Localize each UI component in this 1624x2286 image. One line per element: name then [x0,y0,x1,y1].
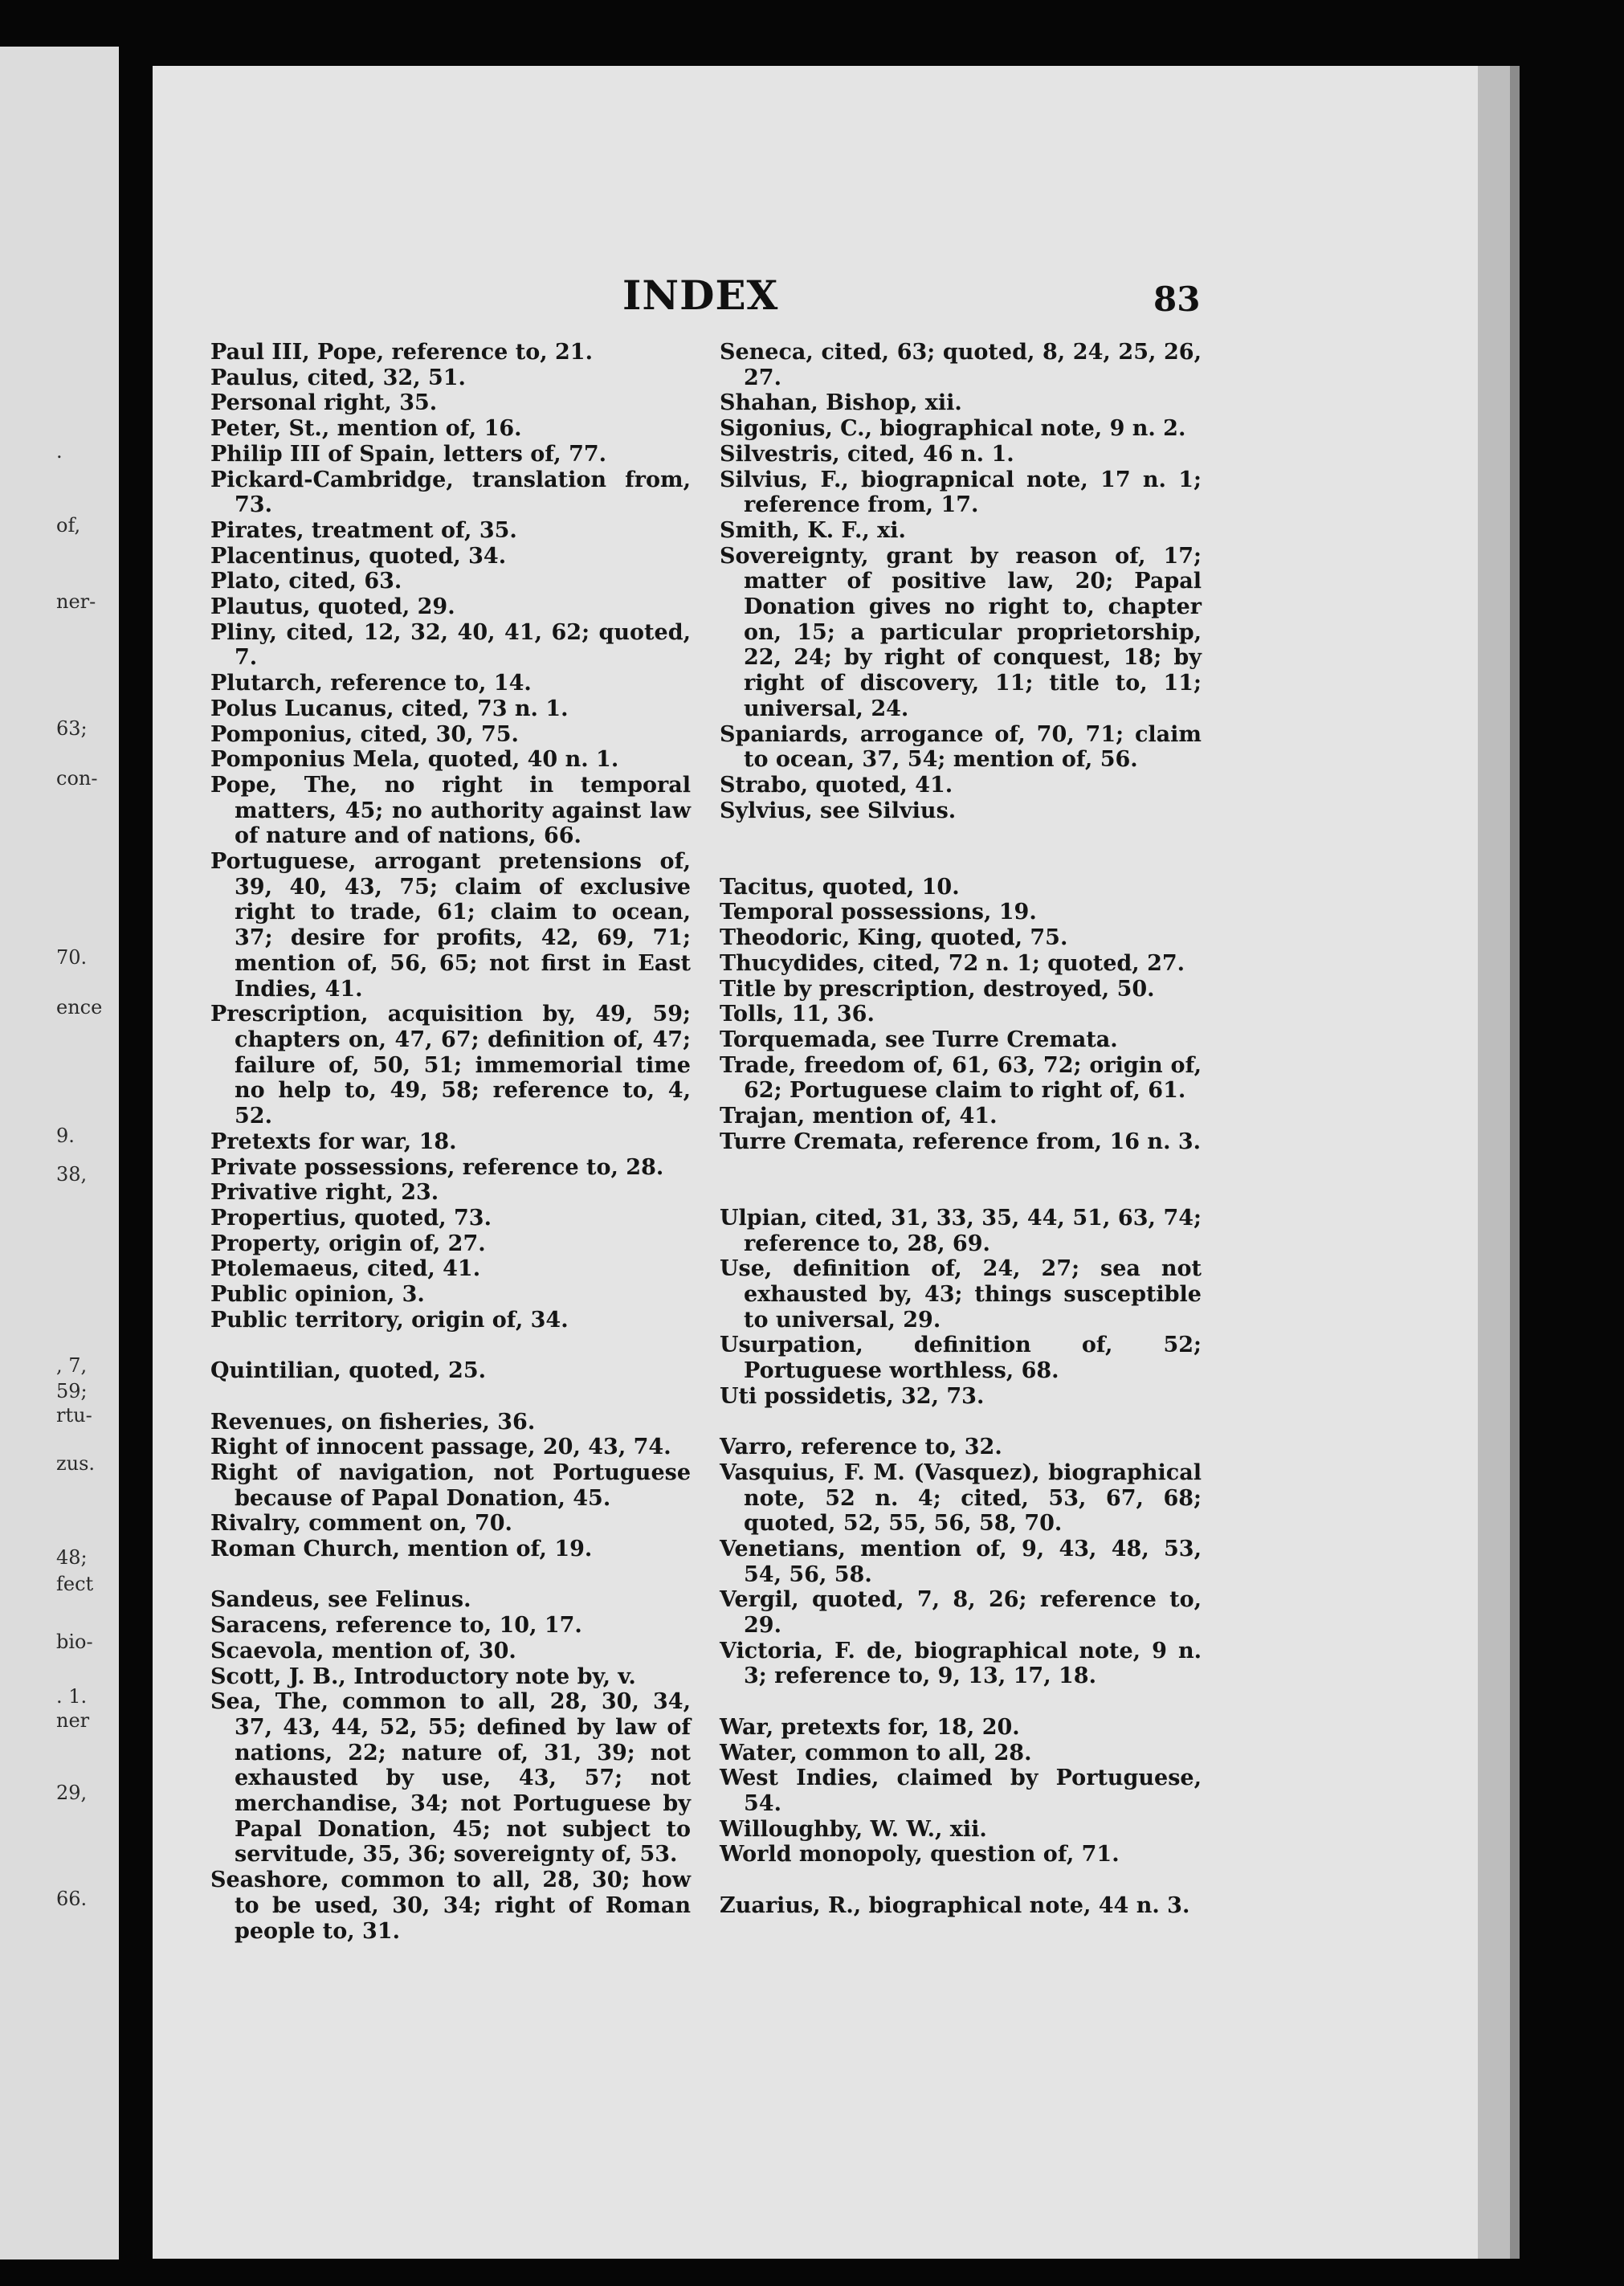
index-entry: Polus Lucanus, cited, 73 n. 1. [210,696,569,721]
index-entry: Temporal possessions, 19. [720,900,1037,925]
index-column-left [210,340,691,1944]
index-entry: Peter, St., mention of, 16. [210,416,522,442]
index-entry: Right of navigation, not Portuguese because of Papal Donation, 45. [210,1459,691,1511]
index-entry: Vasquius, F. M. (Vasquez), biographical note, 52 n. 4; cited, 53, 67, 68; quoted, 52, 55, 56, 58, 70. [720,1459,1202,1537]
left-page-fragment: of, [56,514,81,537]
index-entry: Saracens, reference to, 10, 17. [210,1613,582,1639]
index-entry: Sandeus, see Felinus. [210,1587,471,1613]
index-entry: Seneca, cited, 63; quoted, 8, 24, 25, 26, 27. [720,340,1202,390]
page-edge-strip [1478,66,1510,2259]
index-entry: Zuarius, R., biographical note, 44 n. 3. [720,1892,1190,1918]
section-gap [720,1154,1202,1180]
index-entry: Sylvius, see Silvius. [720,798,957,823]
left-page-fragment: 63; [56,717,88,740]
left-page-fragment: . 1. [56,1685,88,1708]
left-page-fragment: 29, [56,1782,88,1804]
section-gap [210,1562,691,1588]
index-entry: Tolls, 11, 36. [720,1002,875,1027]
index-entry: West Indies, claimed by Portuguese, 54. [720,1766,1202,1816]
index-entry: Shahan, Bishop, xii. [720,390,962,416]
left-page-fragment: 66. [56,1888,88,1910]
index-entry: Pirates, treatment of, 35. [210,517,517,543]
index-entry: Public territory, origin of, 34. [210,1307,569,1333]
left-page-fragment: zus. [56,1452,96,1475]
left-page-fragment: ence [56,996,103,1018]
page-edge-shadow [1510,66,1520,2259]
left-page-fragment: 70. [56,946,88,969]
index-entry: Scott, J. B., Introductory note by, v. [210,1663,636,1689]
index-entry: Roman Church, mention of, 19. [210,1537,593,1562]
index-entry: Propertius, quoted, 73. [210,1205,492,1231]
index-entry: Prescription, acquisition by, 49, 59; chapters on, 47, 67; definition of, 47; failure of, 50, 51; immemorial time no help to, 49, 58; reference to, 4, 52. [210,1002,691,1129]
index-entry: Tacitus, quoted, 10. [720,874,960,900]
index-entry: Pope, The, no right in temporal matters, 45; no authority against law of nature and of nations, 66. [210,772,691,849]
index-entry: Willoughby, W. W., xii. [720,1816,987,1842]
section-gap [720,849,1202,875]
index-entry: Placentinus, quoted, 34. [210,543,507,569]
index-entry: Sigonius, C., biographical note, 9 n. 2. [720,416,1186,442]
index-entry: Philip III of Spain, letters of, 77. [210,441,607,467]
index-entry: Use, definition of, 24, 27; sea not exhausted by, 43; things susceptible to universal, 29. [720,1256,1202,1333]
section-gap [210,1384,691,1410]
index-entry: Plutarch, reference to, 14. [210,671,532,696]
index-entry: Paulus, cited, 32, 51. [210,365,466,390]
index-entry: Silvius, F., biograpnical note, 17 n. 1; reference from, 17. [720,467,1202,518]
index-entry: Theodoric, King, quoted, 75. [720,925,1068,951]
index-entry: Usurpation, definition of, 52; Portuguese worthless, 68. [720,1333,1202,1384]
index-entry: Sovereignty, grant by reason of, 17; matter of positive law, 20; Papal Donation gives no right to, chapter on, 15; a particular proprietorship, 22, 24; by right of conquest, 18; by right of discovery, 11; title to, 11; universal, 24. [720,543,1202,721]
left-page-fragment: , 7, [56,1354,88,1377]
section-gap [720,1409,1202,1435]
index-entry: Private possessions, reference to, 28. [210,1154,664,1180]
left-page-fragment: fect [56,1573,94,1595]
index-entry: Trade, freedom of, 61, 63, 72; origin of, 62; Portuguese claim to right of, 61. [720,1052,1202,1104]
index-entry: Revenues, on fisheries, 36. [210,1409,536,1435]
index-entry: Trajan, mention of, 41. [720,1104,998,1129]
index-entry: Rivalry, comment on, 70. [210,1511,512,1537]
left-page-fragment: ner [56,1709,90,1732]
index-entry: Plautus, quoted, 29. [210,594,455,620]
index-entry: Personal right, 35. [210,390,438,416]
index-entry: Vergil, quoted, 7, 8, 26; reference to, 29. [720,1587,1202,1639]
left-page-fragment: con- [56,767,98,790]
index-entry: Privative right, 23. [210,1180,439,1206]
section-gap [720,1180,1202,1206]
index-entry: Ptolemaeus, cited, 41. [210,1256,481,1282]
left-page-fragment: 59; [56,1380,88,1402]
index-entry: Property, origin of, 27. [210,1231,486,1256]
left-page-fragment: rtu- [56,1404,92,1427]
left-page-edge [0,47,119,2259]
index-entry: Title by prescription, destroyed, 50. [720,976,1155,1002]
index-entry: Smith, K. F., xi. [720,517,906,543]
index-entry: Varro, reference to, 32. [720,1435,1002,1460]
index-entry: Portuguese, arrogant pretensions of, 39, 40, 43, 75; claim of exclusive right to trade, 61; claim to ocean, 37; desire for profits, 42, 69, 71; mention of, 56, 65; not first in East Indies, 41. [210,849,691,1002]
index-entry: Thucydides, cited, 72 n. 1; quoted, 27. [720,950,1185,976]
index-entry: Silvestris, cited, 46 n. 1. [720,441,1014,467]
left-page-fragment: . [56,440,63,463]
index-entry: Pretexts for war, 18. [210,1129,457,1154]
index-entry: Ulpian, cited, 31, 33, 35, 44, 51, 63, 74; reference to, 28, 69. [720,1205,1202,1256]
index-entry: Seashore, common to all, 28, 30; how to be used, 30, 34; right of Roman people to, 31. [210,1868,691,1944]
page-number: 83 [1153,280,1201,319]
index-entry: Pomponius, cited, 30, 75. [210,721,519,747]
index-entry: Pickard-Cambridge, translation from, 73. [210,467,691,518]
index-entry: Scaevola, mention of, 30. [210,1638,516,1663]
index-entry: Pomponius Mela, quoted, 40 n. 1. [210,747,619,773]
index-entry: Pliny, cited, 12, 32, 40, 41, 62; quoted, 7. [210,619,691,671]
index-column-right [720,340,1202,1918]
index-entry: Spaniards, arrogance of, 70, 71; claim to ocean, 37, 54; mention of, 56. [720,721,1202,773]
section-gap [720,1689,1202,1715]
index-entry: Sea, The, common to all, 28, 30, 34, 37, 43, 44, 52, 55; defined by law of nations, 22; nature of, 31, 39; not exhausted by use, 43, 57; not merchandise, 34; not Portuguese by Papal Donation, 45; not subject to servitude, 35, 36; sovereignty of, 53. [210,1689,691,1868]
index-entry: Venetians, mention of, 9, 43, 48, 53, 54, 56, 58. [720,1536,1202,1587]
page-title: INDEX [622,271,779,319]
index-entry: Paul III, Pope, reference to, 21. [210,340,593,365]
section-gap [720,823,1202,849]
section-gap [720,1868,1202,1893]
index-entry: Uti possidetis, 32, 73. [720,1383,985,1409]
index-entry: Strabo, quoted, 41. [720,772,953,798]
left-page-fragment: 48; [56,1546,88,1569]
index-entry: World monopoly, question of, 71. [720,1842,1120,1868]
index-entry: Torquemada, see Turre Cremata. [720,1027,1118,1052]
index-entry: Right of innocent passage, 20, 43, 74. [210,1435,671,1460]
index-entry: Victoria, F. de, biographical note, 9 n. 3; reference to, 9, 13, 17, 18. [720,1638,1202,1689]
left-page-fragment: 9. [56,1125,75,1147]
left-page-fragment: bio- [56,1631,93,1653]
section-gap [210,1333,691,1358]
left-page-fragment: ner- [56,590,96,613]
index-entry: Plato, cited, 63. [210,569,402,594]
index-entry: Turre Cremata, reference from, 16 n. 3. [720,1129,1202,1154]
left-page-fragment: 38, [56,1163,88,1186]
index-entry: War, pretexts for, 18, 20. [720,1714,1020,1740]
index-entry: Water, common to all, 28. [720,1740,1032,1766]
index-entry: Public opinion, 3. [210,1282,425,1308]
index-entry: Quintilian, quoted, 25. [210,1358,487,1384]
